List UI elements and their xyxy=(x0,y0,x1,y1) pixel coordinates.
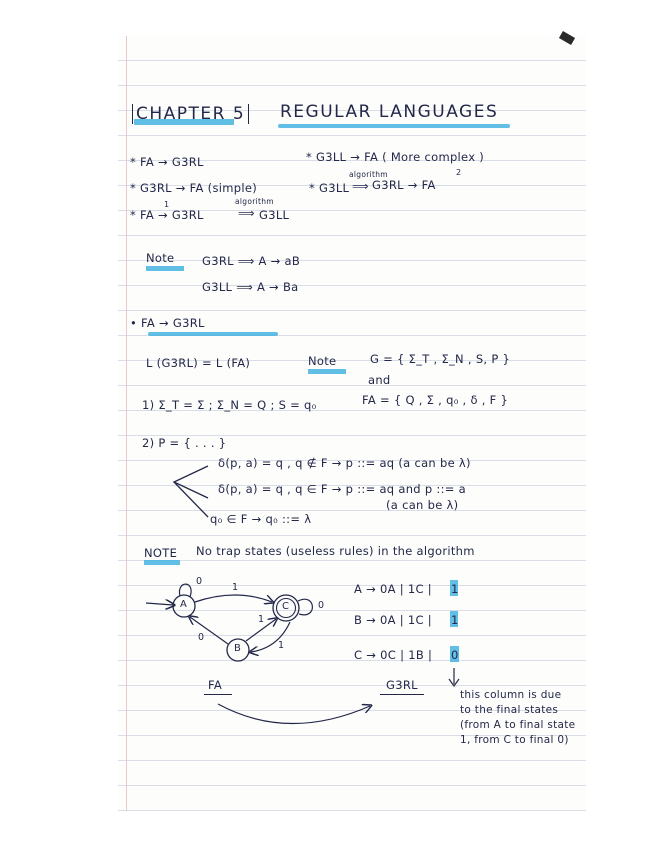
intro-line3: * FA → G3RL xyxy=(130,208,204,222)
rule-initial-final: q₀ ∈ F → q₀ ::= λ xyxy=(210,512,312,526)
edge-label-a-self: 0 xyxy=(196,576,203,587)
state-c-label: C xyxy=(282,601,290,612)
intro-line3-num: 1 xyxy=(164,200,170,209)
section-heading: • FA → G3RL xyxy=(130,316,205,330)
and-word: and xyxy=(368,373,391,387)
step2-header: 2) P = { . . . } xyxy=(142,436,227,450)
intro-line1-left: * FA → G3RL xyxy=(130,155,204,169)
rule-nonfinal: δ(p, a) = q , q ∉ F → p ::= aq (a can be λ) xyxy=(218,456,471,470)
edge-label-c-self: 0 xyxy=(318,600,325,611)
note1-rule1: G3RL ⟹ A → aB xyxy=(202,254,301,268)
intro-line2-num: 2 xyxy=(456,168,462,177)
caption-g3rl: G3RL xyxy=(386,678,418,692)
production-a: A → 0A | 1C | xyxy=(354,582,432,596)
production-c: C → 0C | 1B | xyxy=(354,648,433,662)
production-b-final: 1 xyxy=(451,613,459,627)
chapter-label: CHAPTER 5 xyxy=(132,104,249,124)
intro-line2-left: * G3RL → FA (simple) xyxy=(130,181,257,195)
note1-label: Note xyxy=(146,251,175,265)
edge-label-b-c: 1 xyxy=(258,614,265,625)
edge-label-a-c: 1 xyxy=(232,582,239,593)
grammar-definition: G = { Σ_T , Σ_N , S, P } xyxy=(370,352,511,366)
intro-line2-end: G3RL → FA xyxy=(372,178,436,192)
intro-line1-right: * G3LL → FA ( More complex ) xyxy=(306,150,485,164)
notebook-page: CHAPTER 5 REGULAR LANGUAGES * FA → G3RL * G3LL → FA ( More complex ) * G3RL → FA (simple) * G3LL algorithm ⟹ G3RL → FA 2 * FA → G3RL 1 algorithm ⟹ G3LL Note G3RL ⟹ A → aB G3LL ⟹ A → Ba • FA → G3RL L (G3RL) = L (FA) Note G = { Σ_T , Σ_N , S, P } and FA = { Q , Σ , q₀ , δ , F } 1) Σ_T = Σ ; Σ_N = Q ; S = q₀ 2) P = { . . . } δ(p, a) = q , q ∉ F → p ::= aq (a can be λ) δ(p, a) = q , q ∈ F → p ::= aq and p ::= a (a can be λ) q₀ ∈ F → q₀ ::= λ NOTE No trap states (useless rules) in the algorithm A C B 0 1 1 0 1 0 FA G3RL A → 0A | 1C | 1 B → 0A | 1C | 1 C → 0C | 1B | 0 this column is due to the final states (from A to final state 1, from C to final 0) xyxy=(118,36,586,811)
rule-final: δ(p, a) = q , q ∈ F → p ::= aq and p ::= a xyxy=(218,482,467,496)
note1-rule2: G3LL ⟹ A → Ba xyxy=(202,280,299,294)
production-a-final: 1 xyxy=(451,582,459,596)
side-note: this column is due to the final states (from A to final state 1, from C to final 0) xyxy=(460,689,576,746)
equivalence-note-label: Note xyxy=(308,354,337,368)
state-b-label: B xyxy=(234,643,242,654)
intro-line2-right: * G3LL xyxy=(309,181,350,195)
state-a-label: A xyxy=(180,599,188,610)
equivalence-left: L (G3RL) = L (FA) xyxy=(146,356,251,370)
step1-line: 1) Σ_T = Σ ; Σ_N = Q ; S = q₀ xyxy=(142,398,317,412)
edge-label-b-a: 0 xyxy=(198,632,205,643)
production-b: B → 0A | 1C | xyxy=(354,613,432,627)
intro-line2-over: algorithm xyxy=(349,170,388,179)
note2-text: No trap states (useless rules) in the algorithm xyxy=(196,544,475,558)
page-title: REGULAR LANGUAGES xyxy=(280,102,499,122)
intro-line3-over: algorithm xyxy=(235,197,274,206)
caption-fa: FA xyxy=(208,678,223,692)
intro-line3-end: G3LL xyxy=(259,208,290,222)
rule-final-note: (a can be λ) xyxy=(386,498,459,512)
note2-label: NOTE xyxy=(144,546,178,560)
fa-definition: FA = { Q , Σ , q₀ , δ , F } xyxy=(362,393,509,407)
production-c-final: 0 xyxy=(451,648,459,662)
edge-label-c-b: 1 xyxy=(278,640,285,651)
